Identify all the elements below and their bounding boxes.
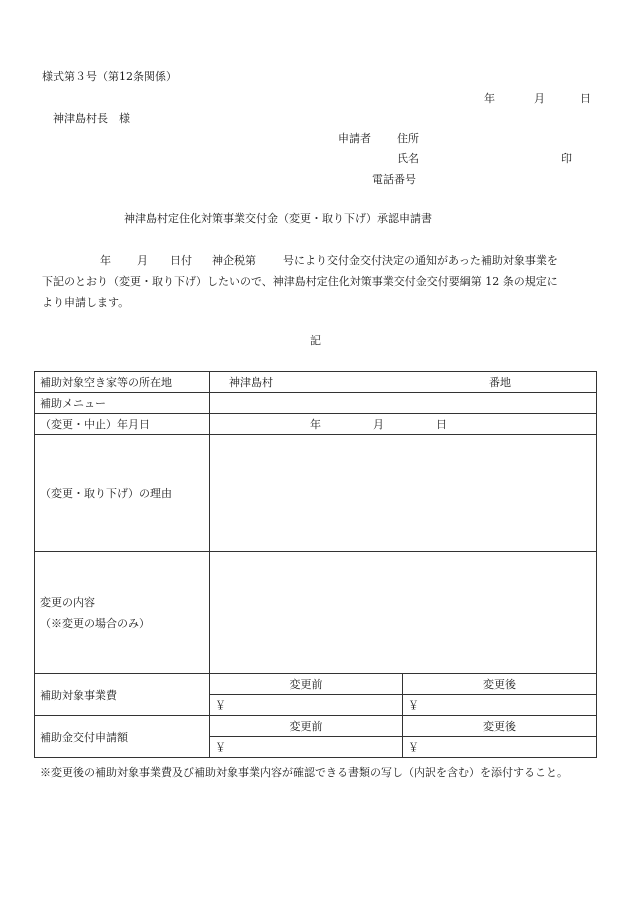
body-office: 神企税第 <box>212 254 256 267</box>
addressee: 神津島村長 様 <box>53 112 130 125</box>
date-day-label: 日 <box>580 92 591 105</box>
body-line-2: 下記のとおり（変更・取り下げ）したいので、神津島村定住化対策事業交付金交付要綱第 12 条の規定に <box>42 275 558 288</box>
menu-label: 補助メニュー <box>35 393 210 414</box>
project-cost-header-row <box>35 674 597 695</box>
seal-mark: 印 <box>561 152 572 165</box>
location-value-cell[interactable] <box>210 372 597 393</box>
project-cost-before-header: 変更前 <box>210 674 403 695</box>
body-rest: 号により交付金交付決定の通知があった補助対象事業を <box>283 254 558 267</box>
footnote: ※変更後の補助対象事業費及び補助対象事業内容が確認できる書類の写し（内訳を含む）を添付すること。 <box>40 766 568 779</box>
body-day-ref: 日付 <box>170 254 192 267</box>
project-cost-label: 補助対象事業費 <box>35 674 210 716</box>
address-label: 住所 <box>397 132 419 145</box>
change-date-value-cell[interactable] <box>210 414 597 435</box>
location-row <box>35 372 597 393</box>
grant-amount-before-value[interactable]: ￥ <box>210 737 403 758</box>
change-date-year: 年 <box>310 418 321 431</box>
body-line-1 <box>42 250 598 271</box>
phone-label: 電話番号 <box>372 173 416 186</box>
ki-heading: 記 <box>310 334 321 347</box>
grant-amount-after-value[interactable]: ￥ <box>403 737 597 758</box>
applicant-label: 申請者 <box>338 132 371 145</box>
grant-amount-label: 補助金交付申請額 <box>35 716 210 758</box>
name-label: 氏名 <box>397 152 419 165</box>
date-month-label: 月 <box>534 92 545 105</box>
change-date-row <box>35 414 597 435</box>
application-table <box>34 371 597 758</box>
village-label: 神津島村 <box>229 376 273 389</box>
reason-row <box>35 435 597 552</box>
content-row <box>35 552 597 674</box>
project-cost-after-header: 変更後 <box>403 674 597 695</box>
body-line-3: より申請します。 <box>42 296 130 309</box>
body-year: 年 <box>100 254 111 267</box>
change-date-month: 月 <box>373 418 384 431</box>
menu-row <box>35 393 597 414</box>
change-date-day: 日 <box>436 418 447 431</box>
form-number: 様式第３号（第12条関係） <box>42 70 177 83</box>
grant-amount-header-row <box>35 716 597 737</box>
body-paragraph <box>42 250 598 313</box>
reason-value-cell[interactable] <box>210 435 597 552</box>
content-value-cell[interactable] <box>210 552 597 674</box>
project-cost-after-value[interactable]: ￥ <box>403 695 597 716</box>
content-label-line2: （※変更の場合のみ） <box>40 616 150 630</box>
document-title: 神津島村定住化対策事業交付金（変更・取り下げ）承認申請書 <box>124 212 432 225</box>
menu-value-cell[interactable] <box>210 393 597 414</box>
grant-amount-after-header: 変更後 <box>403 716 597 737</box>
content-label-line1: 変更の内容 <box>40 595 95 609</box>
change-date-label: （変更・中止）年月日 <box>35 414 210 435</box>
content-label-cell <box>35 552 210 674</box>
body-month: 月 <box>137 254 148 267</box>
location-label: 補助対象空き家等の所在地 <box>35 372 210 393</box>
grant-amount-before-header: 変更前 <box>210 716 403 737</box>
banchi-label: 番地 <box>489 376 511 389</box>
reason-label: （変更・取り下げ）の理由 <box>35 435 210 552</box>
project-cost-before-value[interactable]: ￥ <box>210 695 403 716</box>
date-year-label: 年 <box>484 92 495 105</box>
